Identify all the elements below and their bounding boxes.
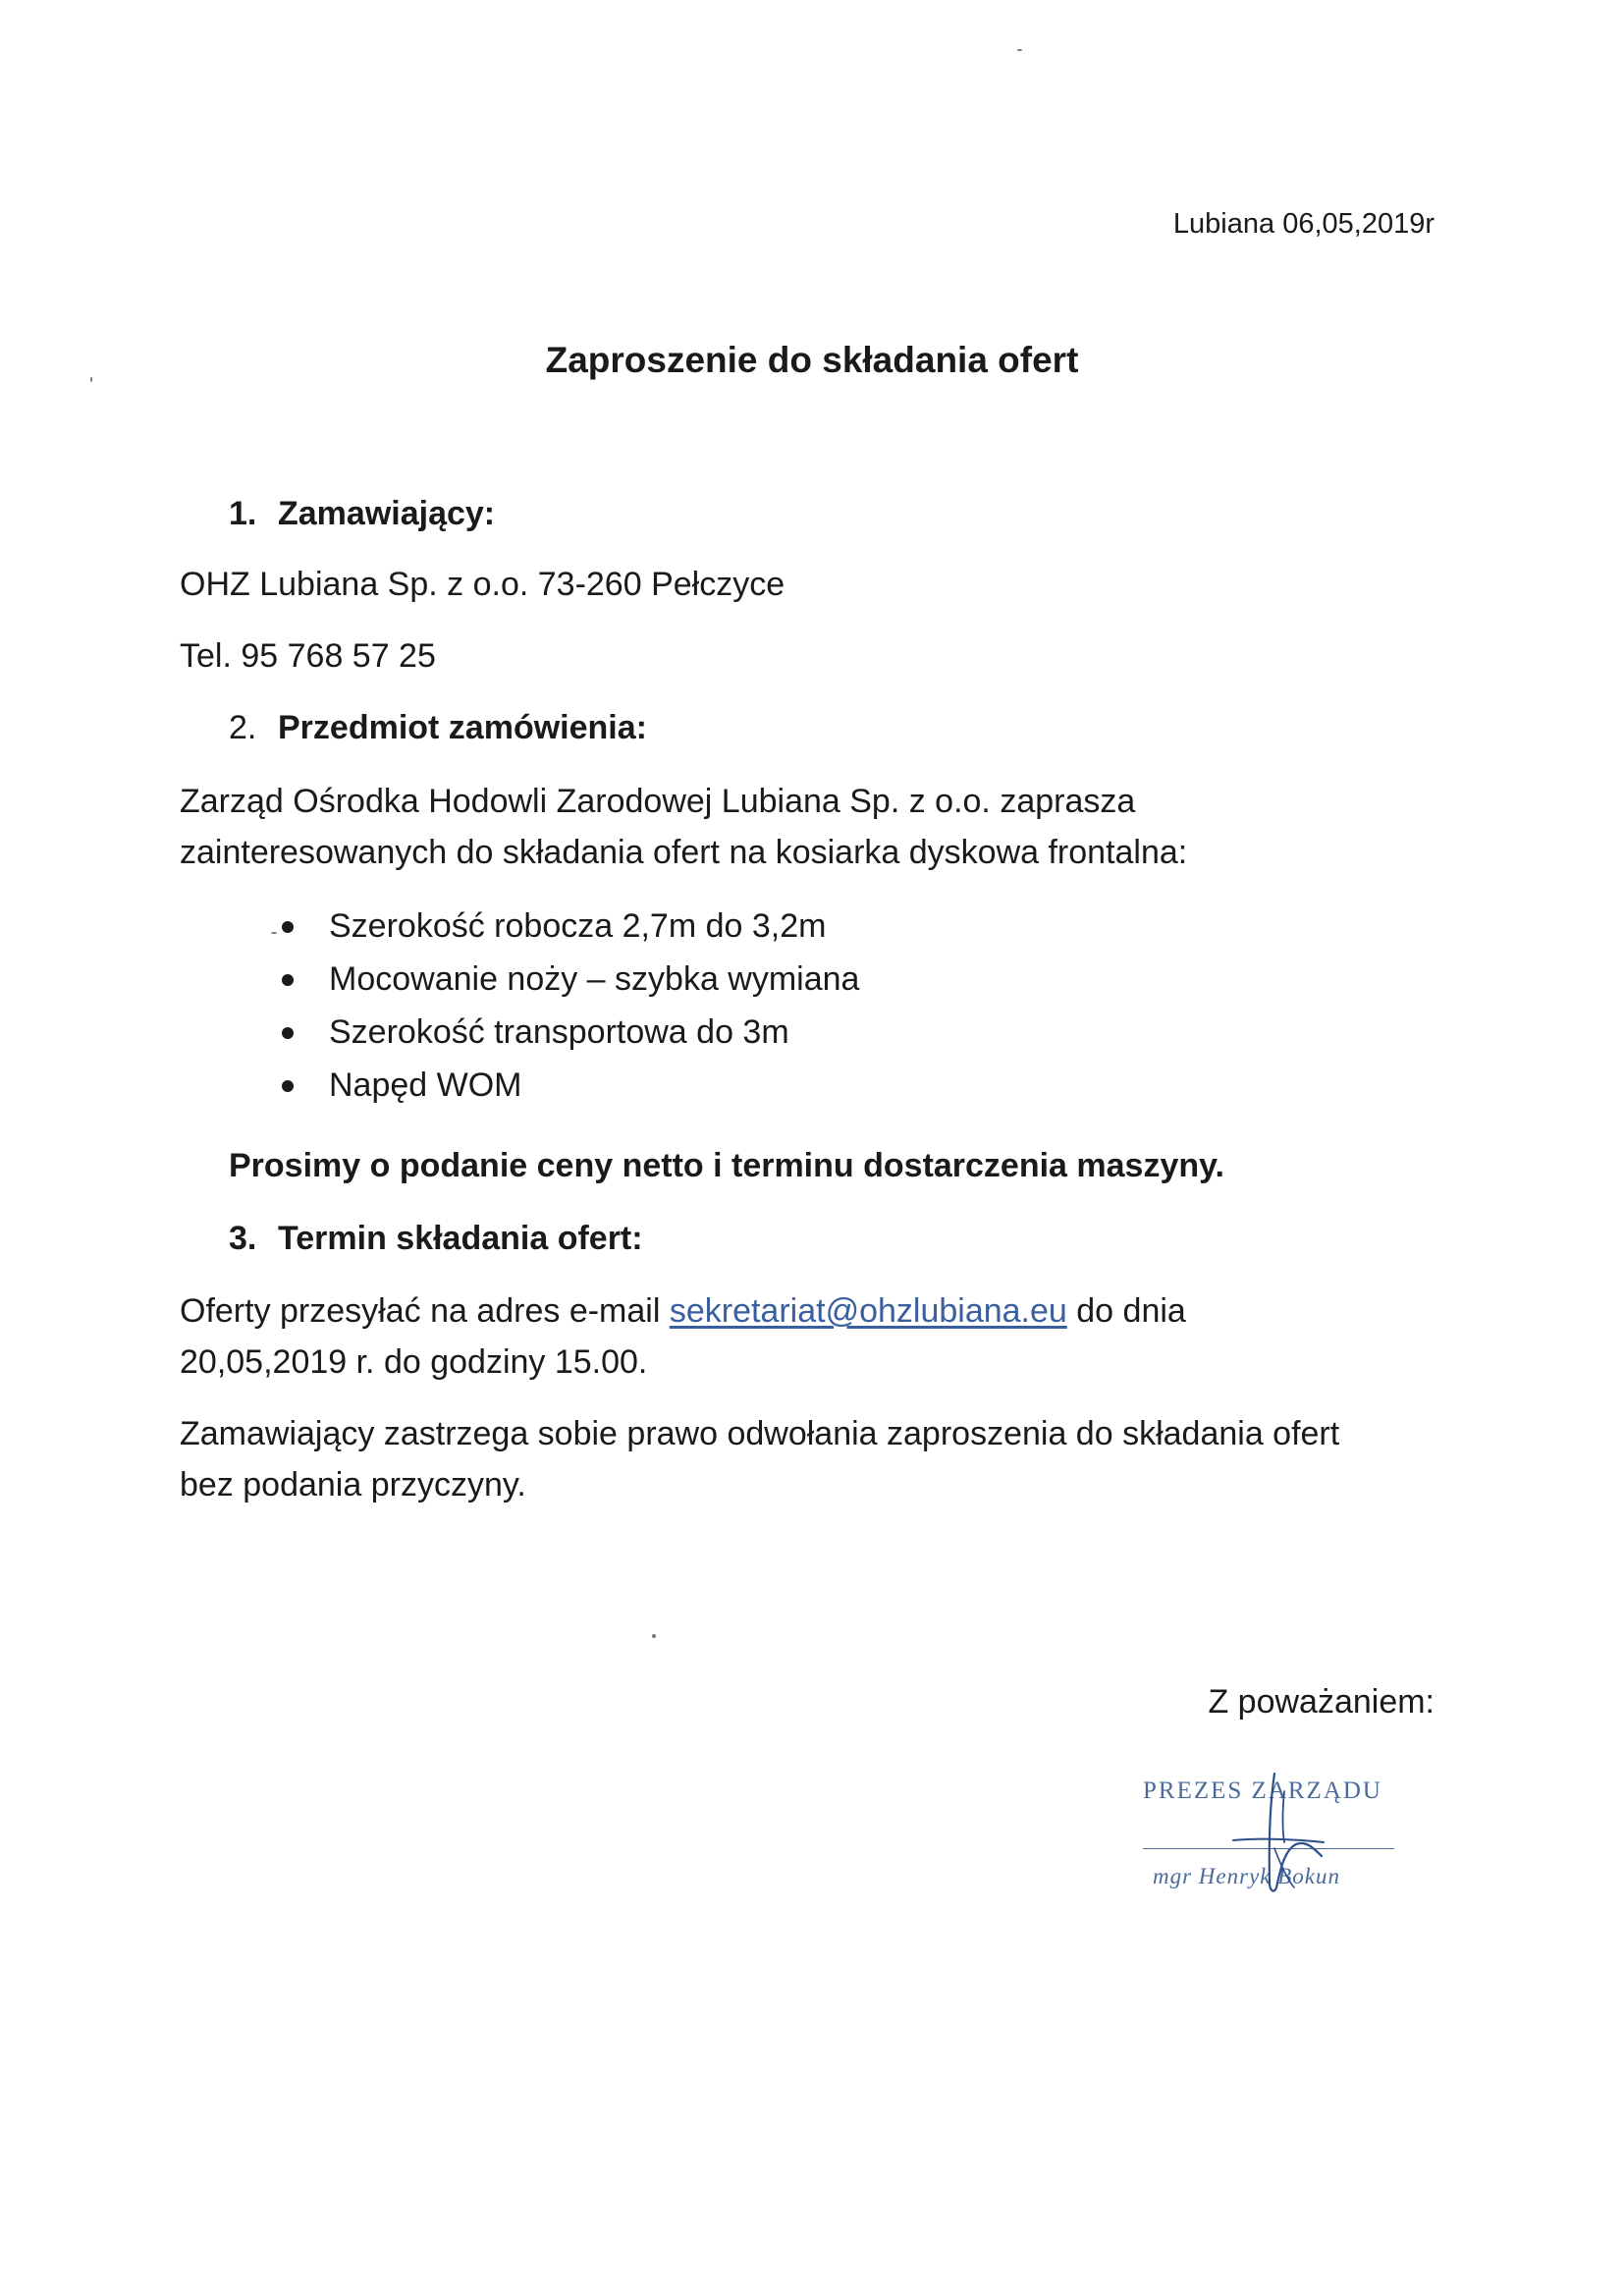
list-item-text: Mocowanie noży – szybka wymiana [329, 960, 860, 998]
signature-icon [1127, 1762, 1422, 1909]
deadline-line-2: 20,05,2019 r. do godziny 15.00. [180, 1343, 648, 1381]
list-item-text: Napęd WOM [329, 1066, 522, 1104]
scan-speck [1017, 49, 1022, 51]
subject-paragraph-line-2: zainteresowanych do składania ofert na kosiarka dyskowa frontalna: [180, 834, 1188, 871]
section-2-heading-text: Przedmiot zamówienia: [278, 709, 647, 746]
section-1-heading-text: Zamawiający: [278, 495, 496, 532]
bullet-icon [282, 974, 294, 986]
closing-salutation: Z poważaniem: [1208, 1683, 1435, 1721]
bullet-icon [282, 921, 294, 933]
deadline-suffix: do dnia [1066, 1292, 1186, 1330]
bullet-icon [282, 1080, 294, 1092]
list-item [280, 953, 859, 1006]
document-title: Zaproszenie do składania ofert [545, 340, 1079, 380]
section-2-heading [229, 703, 647, 752]
signature-stamp [1127, 1762, 1422, 1909]
section-1-number: 1. [229, 495, 257, 532]
section-2-number: 2. [229, 709, 257, 746]
list-item-text: Szerokość robocza 2,7m do 3,2m [329, 907, 827, 945]
scan-speck [271, 932, 277, 934]
deadline-line-1 [180, 1286, 1186, 1336]
scan-speck [90, 377, 92, 382]
section-3-number: 3. [229, 1220, 257, 1257]
document-date: Lubiana 06,05,2019r [1172, 208, 1435, 240]
section-3-heading [229, 1214, 643, 1263]
price-request: Prosimy o podanie ceny netto i terminu dostarczenia maszyny. [229, 1147, 1224, 1184]
requirements-list [280, 900, 859, 1112]
scan-speck [652, 1634, 656, 1638]
email-link[interactable]: sekretariat@ohzlubiana.eu [669, 1292, 1067, 1330]
list-item [280, 1059, 859, 1112]
reservation-line-2: bez podania przyczyny. [180, 1466, 526, 1503]
orderer-address: OHZ Lubiana Sp. z o.o. 73-260 Pełczyce [180, 566, 785, 603]
orderer-phone: Tel. 95 768 57 25 [180, 637, 436, 675]
deadline-prefix: Oferty przesyłać na adres e-mail [180, 1292, 670, 1330]
list-item [280, 1006, 859, 1059]
bullet-icon [282, 1027, 294, 1039]
list-item-text: Szerokość transportowa do 3m [329, 1013, 789, 1051]
list-item [280, 900, 859, 953]
stamp-name: mgr Henryk Bokun [1153, 1864, 1341, 1888]
subject-paragraph-line-1: Zarząd Ośrodka Hodowli Zarodowej Lubiana Sp. z o.o. zaprasza [180, 783, 1136, 820]
reservation-line-1: Zamawiający zastrzega sobie prawo odwołania zaproszenia do składania ofert [180, 1415, 1340, 1452]
stamp-title: PREZES ZARZĄDU [1143, 1777, 1382, 1804]
section-1-heading [229, 489, 495, 538]
section-3-heading-text: Termin składania ofert: [278, 1220, 643, 1257]
